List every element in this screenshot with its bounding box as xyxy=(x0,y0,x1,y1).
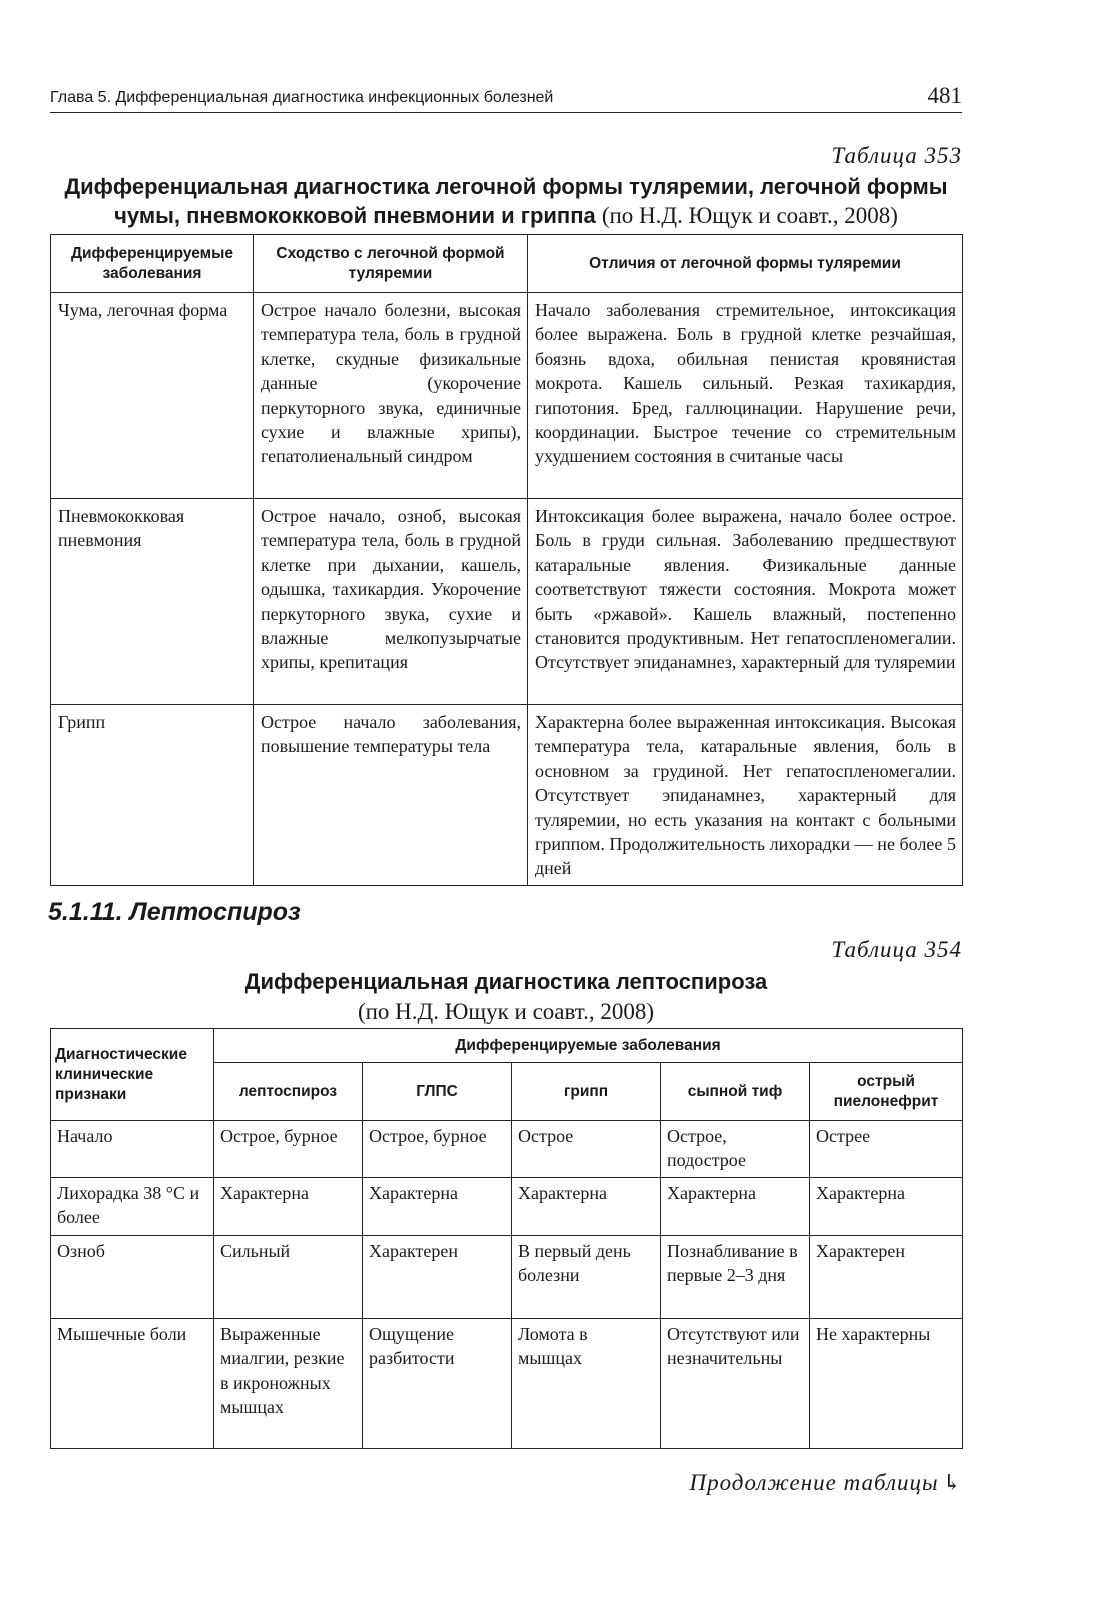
value-cell: Острое, бурное xyxy=(214,1121,363,1178)
value-cell: Характерна xyxy=(214,1178,363,1236)
table-row xyxy=(51,705,963,886)
value-cell: Острое, подострое xyxy=(661,1121,810,1178)
sign-cell: Мышечные боли xyxy=(51,1319,214,1449)
value-cell: Острее xyxy=(810,1121,963,1178)
turn-arrow-icon: ↳ xyxy=(942,1470,962,1495)
value-cell: Познабливание в первые 2–3 дня xyxy=(661,1236,810,1319)
table-header-row xyxy=(51,1029,963,1063)
header-flu: грипп xyxy=(512,1063,661,1121)
value-cell: Характерна xyxy=(363,1178,512,1236)
similarity-cell: Острое начало, озноб, высокая температура тела, боль в грудной клетке при дыхании, кашель, одышка, тахикардия. Укорочение перкуторного звука, сухие и влажные мелкопузырчатые хрипы, крепитация xyxy=(254,499,528,705)
table-row xyxy=(51,1121,963,1178)
header-differences: Отличия от легочной формы туляремии xyxy=(528,235,963,293)
table-353-title-line2: чумы, пневмококковой пневмонии и гриппа xyxy=(114,203,596,228)
similarity-cell: Острое начало заболевания, повышение температуры тела xyxy=(254,705,528,886)
sign-cell: Лихорадка 38 °С и более xyxy=(51,1178,214,1236)
header-signs: Диагностические клинические признаки xyxy=(51,1029,214,1121)
value-cell: Характерна xyxy=(661,1178,810,1236)
table-row xyxy=(51,1236,963,1319)
value-cell: Острое, бурное xyxy=(363,1121,512,1178)
similarity-cell: Острое начало болезни, высокая температура тела, боль в грудной клетке, скудные физикальные данные (укорочение перкуторного звука, единичные сухие и влажные хрипы), гепатолиенальный синдром xyxy=(254,293,528,499)
table-353-title-line1: Дифференциальная диагностика легочной формы туляремии, легочной формы xyxy=(64,174,948,199)
page-number: 481 xyxy=(927,83,962,108)
value-cell: Характерна xyxy=(512,1178,661,1236)
value-cell: Ощущение разбитости xyxy=(363,1319,512,1449)
difference-cell: Характерна более выраженная интоксикация. Высокая температура тела, катаральные явления, боль в основном за грудиной. Нет гепатоспленомегалии. Отсутствует эпиданамнез, характерный для туляремии, но есть указания на контакт с больными гриппом. Продолжительность лихорадки — не более 5 дней xyxy=(528,705,963,886)
table-354-number: Таблица 354 xyxy=(831,937,962,962)
difference-cell: Начало заболевания стремительное, интоксикация более выражена. Боль в грудной клетке резчайшая, боязнь вдоха, обильная пенистая кровянистая мокрота. Кашель сильный. Резкая тахикардия, гипотония. Бред, галлюцинации. Нарушение речи, координации. Быстрое течение со стремительным ухудшением состояния в считаные часы xyxy=(528,293,963,499)
table-continuation-note xyxy=(562,1470,962,1496)
table-354 xyxy=(50,1028,963,1449)
header-leptospirosis: лептоспироз xyxy=(214,1063,363,1121)
value-cell: Острое xyxy=(512,1121,661,1178)
value-cell: Характерен xyxy=(810,1236,963,1319)
value-cell: Не характерны xyxy=(810,1319,963,1449)
running-header xyxy=(50,80,962,113)
table-354-caption xyxy=(42,967,970,1027)
header-typhus: сыпной тиф xyxy=(661,1063,810,1121)
table-353-number: Таблица 353 xyxy=(831,143,962,168)
table-header-row xyxy=(51,235,963,293)
table-row xyxy=(51,1319,963,1449)
header-pyelonephritis: острый пиелонефрит xyxy=(810,1063,963,1121)
sign-cell: Озноб xyxy=(51,1236,214,1319)
header-similarity: Сходство с легочной формой туляремии xyxy=(254,235,528,293)
value-cell: Отсутствуют или незначительны xyxy=(661,1319,810,1449)
value-cell: Сильный xyxy=(214,1236,363,1319)
table-353 xyxy=(50,234,963,886)
table-354-title: Дифференциальная диагностика лептоспироза xyxy=(244,969,768,994)
difference-cell: Интоксикация более выражена, начало более острое. Боль в груди сильная. Заболеванию предшествуют катаральные явления. Физикальные данные соответствуют тяжести состояния. Мокрота может быть «ржавой». Кашель влажный, постепенно становится продуктивным. Нет гепатоспленомегалии. Отсутствует эпиданамнез, характерный для туляремии xyxy=(528,499,963,705)
header-diseases: Дифференцируемые заболевания xyxy=(51,235,254,293)
table-row xyxy=(51,499,963,705)
continuation-label: Продолжение таблицы xyxy=(689,1470,939,1495)
table-354-source: (по Н.Д. Ющук и соавт., 2008) xyxy=(357,999,655,1024)
sign-cell: Начало xyxy=(51,1121,214,1178)
header-glps: ГЛПС xyxy=(363,1063,512,1121)
value-cell: В первый день болезни xyxy=(512,1236,661,1319)
disease-cell: Чума, легочная форма xyxy=(51,293,254,499)
disease-cell: Грипп xyxy=(51,705,254,886)
table-353-source: (по Н.Д. Ющук и соавт., 2008) xyxy=(601,203,898,228)
disease-cell: Пневмококковая пневмония xyxy=(51,499,254,705)
table-row xyxy=(51,1178,963,1236)
table-row xyxy=(51,293,963,499)
value-cell: Выраженные миалгии, резкие в икроножных мышцах xyxy=(214,1319,363,1449)
section-title: 5.1.11. Лептоспироз xyxy=(48,898,301,926)
value-cell: Характерна xyxy=(810,1178,963,1236)
chapter-title: Глава 5. Дифференциальная диагностика инфекционных болезней xyxy=(50,89,554,106)
header-group: Дифференцируемые заболевания xyxy=(214,1029,963,1063)
value-cell: Ломота в мышцах xyxy=(512,1319,661,1449)
table-353-caption xyxy=(42,172,970,230)
value-cell: Характерен xyxy=(363,1236,512,1319)
